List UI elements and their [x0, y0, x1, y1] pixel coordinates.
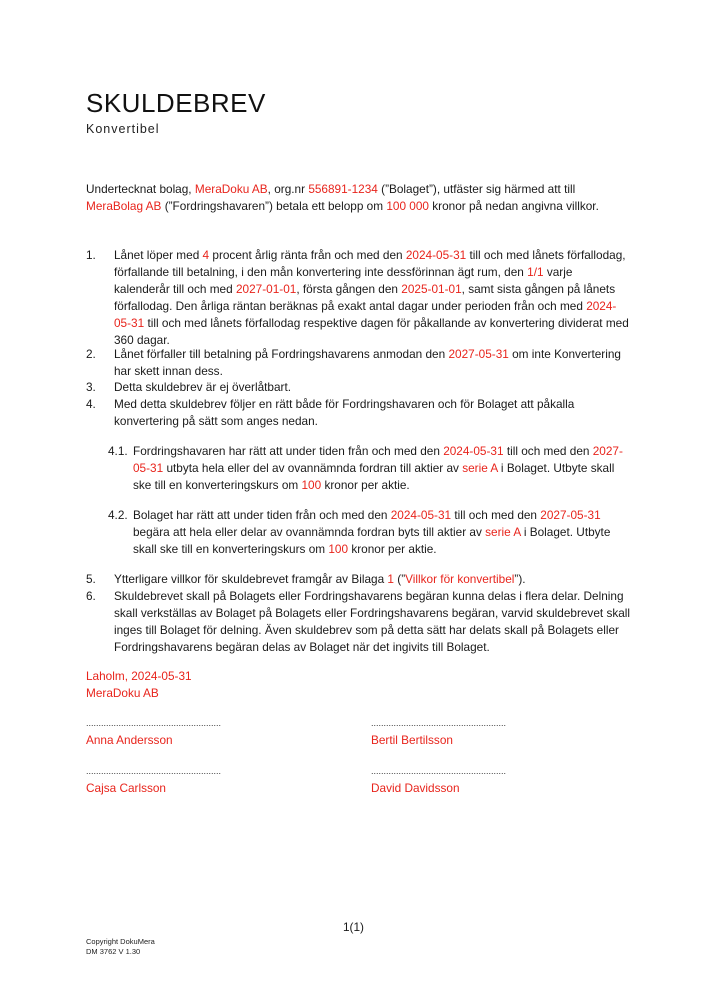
document-subtitle: Konvertibel	[86, 122, 160, 136]
signatory-name: Bertil Bertilsson	[371, 733, 453, 747]
clause-number: 1.	[86, 248, 96, 262]
clause-text: Med detta skuldebrev följer en rätt både för Fordringshavaren och för Bolaget att påkalla konvertering på sätt som anges nedan.	[114, 397, 575, 428]
clause-number: 4.2.	[108, 508, 128, 522]
clause-4-1	[108, 443, 633, 494]
version-text: DM 3762 V 1.30	[86, 947, 141, 956]
clause-number: 4.1.	[108, 444, 128, 458]
signature-line: ......................................................	[86, 766, 222, 776]
clause-text: Fordringshavaren har rätt att under tiden från och med den 2024-05-31 till och med den 2027-05-31 utbyta hela eller del av ovannämnda fordran till aktier av serie A i Bolaget. Utbyte skall ske till en konverteringskurs om 100 kronor per aktie.	[133, 444, 623, 492]
signatory-name: Cajsa Carlsson	[86, 781, 166, 795]
clause-text: Bolaget har rätt att under tiden från och med den 2024-05-31 till och med den 2027-05-31 begära att hela eller delar av ovannämnda fordran byts till aktier av serie A i Bolaget. Utbyte skall ske till en konverteringskurs om 100 kronor per aktie.	[133, 508, 611, 556]
clause-number: 4.	[86, 397, 96, 411]
clause-4-2	[108, 507, 633, 558]
clause-number: 2.	[86, 347, 96, 361]
signature-line: ......................................................	[371, 718, 507, 728]
clause-text: Detta skuldebrev är ej överlåtbart.	[114, 380, 292, 394]
clause-5	[86, 571, 631, 588]
signature-line: ......................................................	[86, 718, 222, 728]
loan-amount: 100 000	[386, 199, 429, 213]
intro-paragraph: Undertecknat bolag, MeraDoku AB, org.nr 556891-1234 (”Bolaget”), utfäster sig härmed att till MeraBolag AB (”Fordringshavaren”) betala ett belopp om 100 000 kronor på nedan angivna villkor.	[86, 182, 599, 213]
clause-text: Skuldebrevet skall på Bolagets eller Fordringshavarens begäran kunna delas i flera delar. Delning skall verkställas av Bolaget på Bolagets eller Fordringshavarens begäran, varvid skuldebrevet skall inges till Bolaget för delning. Även skuldebrev som på detta sätt har delats skall på Bolagets eller Fordringshavarens begäran delas av Bolaget när det ingivits till Bolaget.	[114, 589, 631, 654]
clause-2	[86, 346, 631, 380]
debtor-company: MeraDoku AB	[194, 182, 268, 196]
signatory-name: Anna Andersson	[86, 733, 173, 747]
document-title: SKULDEBREV	[86, 88, 266, 118]
creditor-company: MeraBolag AB	[86, 199, 162, 213]
copyright-text: Copyright DokuMera	[86, 937, 155, 946]
clause-text: Lånet förfaller till betalning på Fordringshavarens anmodan den 2027-05-31 om inte Konvertering har skett innan dess.	[114, 347, 621, 378]
place-date: Laholm, 2024-05-31	[86, 669, 192, 683]
clause-number: 5.	[86, 572, 96, 586]
signing-company: MeraDoku AB	[86, 686, 159, 700]
clause-number: 3.	[86, 380, 96, 394]
signature-line: ......................................................	[371, 766, 507, 776]
page-number: 1(1)	[343, 920, 364, 934]
clause-1	[86, 247, 631, 349]
signatory-name: David Davidsson	[371, 781, 460, 795]
clause-3	[86, 379, 631, 396]
footer	[86, 937, 155, 957]
clause-text: Ytterligare villkor för skuldebrevet framgår av Bilaga 1 (”Villkor för konvertibel”).	[114, 572, 526, 586]
clause-4	[86, 396, 631, 430]
clause-6	[86, 588, 631, 656]
org-number: 556891-1234	[308, 182, 378, 196]
clause-number: 6.	[86, 589, 96, 603]
clause-text: Lånet löper med 4 procent årlig ränta från och med den 2024-05-31 till och med lånets förfallodag, förfallande till betalning, i den mån konvertering inte dessförinnan ägt rum, den 1/1 varje kalenderår till och med 2027-01-01, första gången den 2025-01-01, samt sista gången på lånets förfallodag. Den årliga räntan beräknas på exakt antal dagar under perioden från och med 2024-05-31 till och med lånets förfallodag respektive dagen för påkallande av konvertering dividerat med 360 dagar.	[114, 248, 629, 347]
